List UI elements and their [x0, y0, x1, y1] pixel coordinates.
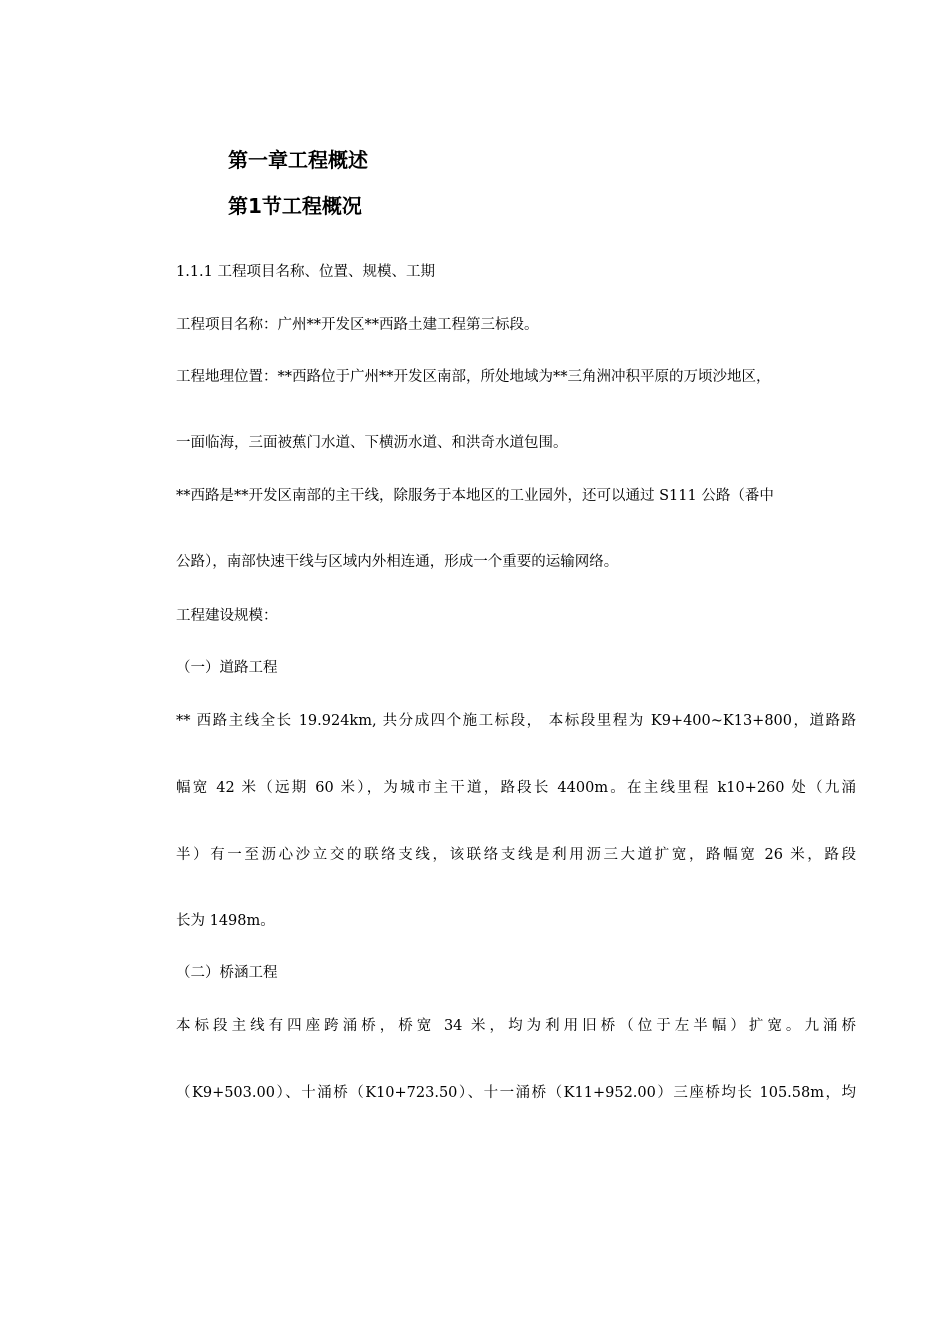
- paragraph-line: **西路是**开发区南部的主干线，除服务于本地区的工业园外，还可以通过 S111 公路（番中: [176, 488, 774, 504]
- list-heading: （一）道路工程: [176, 660, 278, 676]
- paragraph-line: ** 西路主线全长 19.924km, 共分成四个施工标段， 本标段里程为 K9+400~K13+800，道路路: [176, 713, 856, 729]
- paragraph-line: 工程项目名称：广州**开发区**西路土建工程第三标段。: [176, 317, 539, 333]
- paragraph-line: 工程地理位置：**西路位于广州**开发区南部，所处地域为**三角洲冲积平原的万顷沙地区，: [176, 369, 771, 385]
- paragraph-line: （K9+503.00）、十涌桥（K10+723.50）、十一涌桥（K11+952.00）三座桥均长 105.58m，均: [176, 1085, 856, 1101]
- list-heading: （二）桥涵工程: [176, 965, 278, 981]
- paragraph-line: 一面临海，三面被蕉门水道、下横沥水道、和洪奇水道包围。: [176, 435, 568, 451]
- paragraph-line: 半）有一至沥心沙立交的联络支线，该联络支线是利用沥三大道扩宽，路幅宽 26 米，路段: [176, 847, 856, 863]
- section-title: 第1节工程概况: [228, 194, 362, 218]
- paragraph-line: 长为 1498m。: [176, 913, 275, 929]
- paragraph-line: 本标段主线有四座跨涌桥，桥宽 34 米，均为利用旧桥（位于左半幅）扩宽。九涌桥: [176, 1018, 856, 1034]
- paragraph-line: 公路），南部快速干线与区域内外相连通，形成一个重要的运输网络。: [176, 554, 619, 570]
- chapter-title: 第一章工程概述: [228, 148, 368, 172]
- paragraph-line: 工程建设规模：: [176, 608, 278, 624]
- subsection-heading: 1.1.1 工程项目名称、位置、规模、工期: [176, 264, 436, 280]
- paragraph-line: 幅宽 42 米（远期 60 米），为城市主干道，路段长 4400m。在主线里程 k10+260 处（九涌: [176, 780, 856, 796]
